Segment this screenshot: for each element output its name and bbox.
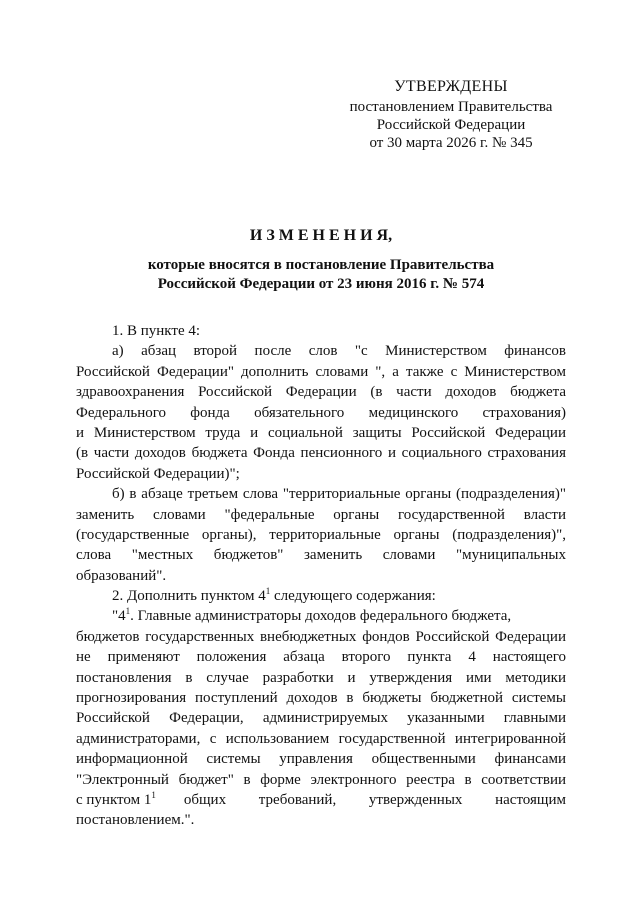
paragraph-line: (в части доходов бюджета Фонда пенсионного и социального страхования [76, 445, 566, 462]
paragraph-line: образований". [76, 567, 167, 584]
approval-title: УТВЕРЖДЕНЫ [394, 78, 508, 95]
paragraph-line: и Министерством труда и социальной защиты Российской Федерации [76, 424, 566, 441]
approval-date: от 30 марта 2026 г. № 345 [369, 135, 533, 151]
line-text: . Главные администраторы доходов федерального бюджета, [130, 608, 512, 625]
superscript: 1 [125, 606, 131, 617]
document-heading [76, 226, 566, 294]
document-title: И З М Е Н Е Н И Я, [249, 227, 393, 244]
approval-stamp [346, 78, 556, 152]
document-subtitle: Российской Федерации от 23 июня 2016 г. № 574 [157, 276, 485, 292]
line-text: "4 [112, 608, 126, 625]
line-text: следующего содержания: [270, 588, 436, 605]
paragraph-line: прогнозирования поступлений доходов в бюджеты бюджетной системы [76, 690, 566, 707]
paragraph-line: а) абзац второй после слов "с Министерством финансов [112, 343, 566, 360]
superscript: 1 [265, 586, 271, 597]
paragraph-line: информационной системы управления общественными финансами [76, 751, 566, 768]
paragraph-line: Российской Федерации)"; [76, 465, 240, 482]
paragraph-line: слова "местных бюджетов" заменить словами "муниципальных [76, 547, 566, 564]
line-text [76, 790, 156, 810]
approval-line: постановлением Правительства [349, 99, 553, 115]
paragraph-line: постановлением.". [76, 812, 195, 829]
paragraph-line: Российской Федерации, администрируемых указанными главными [76, 710, 566, 727]
line-text: 2. Дополнить пунктом 4 [112, 588, 266, 605]
paragraph-line: Федерального фонда обязательного медицинского страхования) [76, 404, 566, 421]
paragraph-line: 1. В пункте 4: [112, 323, 201, 339]
paragraph-line: постановления в случае разработки и утверждения ими методики [76, 669, 566, 686]
paragraph-line: (государственные органы), территориальные органы (подразделения)", [76, 526, 566, 543]
paragraph-line: бюджетов государственных внебюджетных фондов Российской Федерации [76, 628, 566, 645]
paragraph-line: б) в абзаце третьем слова "территориальные органы (подразделения)" [112, 486, 566, 503]
approval-line: Российской Федерации [376, 117, 526, 133]
superscript: 1 [151, 789, 156, 800]
paragraph-line [76, 586, 566, 606]
paragraph-line [76, 790, 566, 810]
line-text: с пунктом 1 [76, 791, 152, 808]
paragraph-line: "Электронный бюджет" в форме электронного реестра в соответствии [76, 771, 566, 788]
line-text: общих требований, утвержденных настоящим [183, 791, 566, 808]
paragraph-line: Российской Федерации" дополнить словами ", а также с Министерством [76, 363, 566, 380]
paragraph-line: здравоохранения Российской Федерации (в части доходов бюджета [76, 384, 566, 401]
paragraph-line: не применяют положения абзаца второго пункта 4 настоящего [76, 649, 566, 666]
paragraph-line: заменить словами "федеральные органы государственной власти [76, 506, 566, 523]
document-body [76, 321, 566, 831]
paragraph-line: администраторами, с использованием государственной интегрированной [76, 730, 566, 747]
paragraph-line [76, 606, 566, 626]
document-subtitle: которые вносятся в постановление Правительства [147, 257, 495, 273]
